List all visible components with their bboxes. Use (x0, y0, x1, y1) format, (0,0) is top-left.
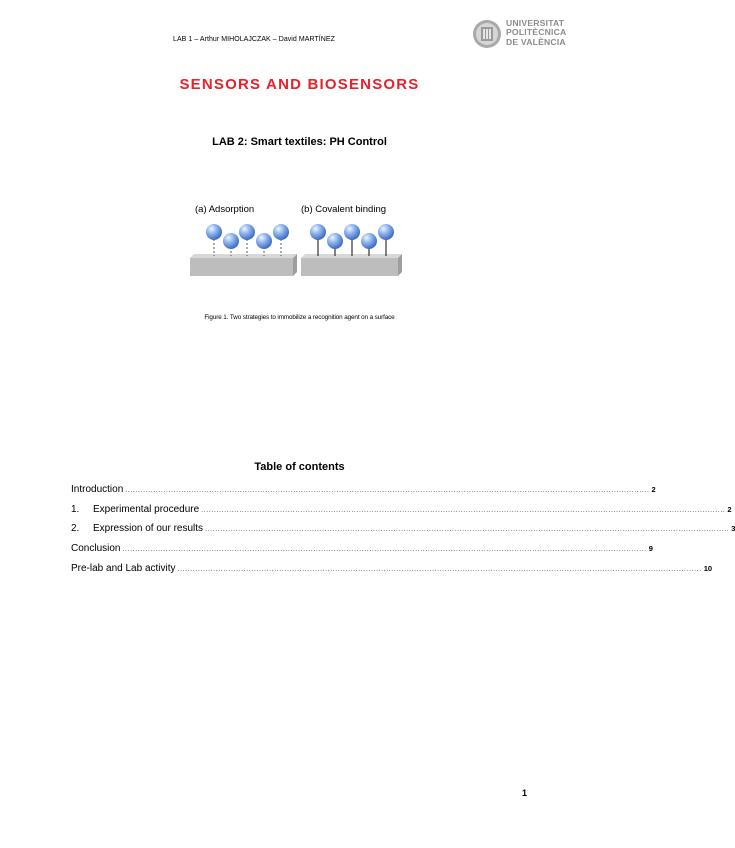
university-logo (472, 19, 582, 51)
toc-entry-label: Introduction (71, 484, 124, 495)
toc-entry-conclusion[interactable] (71, 543, 653, 557)
label-adsorption: (a) Adsorption (195, 204, 255, 215)
adsorption-spheres (206, 224, 289, 249)
toc-entry-number: 1. (71, 504, 80, 515)
adsorption-surface (190, 254, 297, 276)
toc-entry-label: Conclusion (71, 543, 121, 554)
toc-entry-label: Experimental procedure (93, 504, 200, 515)
university-seal-icon (472, 19, 502, 49)
toc-leader-dots: .............................................................................................................................................................................................................. (122, 546, 647, 553)
toc-entry-experimental-procedure[interactable] (71, 504, 732, 518)
header-authors: LAB 1 – Arthur MIHOLAJCZAK – David MARTÍNEZ (173, 36, 335, 43)
covalent-surface (301, 254, 402, 276)
document-title: SENSORS AND BIOSENSORS (179, 76, 420, 93)
toc-entry-page: 2 (727, 505, 732, 514)
toc-entry-expression-of-results[interactable] (71, 523, 735, 537)
toc-entry-label: Pre-lab and Lab activity (71, 563, 176, 574)
figure-caption: Figure 1. Two strategies to immobilize a recognition agent on a surface (204, 314, 395, 321)
page-number: 1 (522, 788, 528, 798)
toc-leader-dots: .............................................................................................................................................................................................................. (205, 526, 730, 533)
toc-title: Table of contents (254, 461, 345, 473)
toc-entry-pre-lab[interactable] (71, 563, 713, 577)
toc-entry-page: 9 (648, 544, 653, 553)
toc-entry-page: 3 (731, 524, 735, 533)
toc-entry-page: 10 (703, 564, 713, 573)
toc-entry-label: Expression of our results (93, 523, 204, 534)
toc-entry-number: 2. (71, 523, 80, 534)
university-name: UNIVERSITAT POLITÈCNICA DE VALÈNCIA (506, 18, 567, 47)
immobilization-figure (188, 196, 418, 286)
lab-subtitle: LAB 2: Smart textiles: PH Control (212, 136, 387, 148)
toc-entry-page: 2 (651, 485, 656, 494)
toc-entry-introduction[interactable] (71, 484, 656, 498)
toc-leader-dots: .............................................................................................................................................................................................................. (201, 507, 726, 514)
label-covalent-binding: (b) Covalent binding (301, 204, 387, 215)
toc-leader-dots: .............................................................................................................................................................................................................. (125, 487, 650, 494)
toc-leader-dots: .............................................................................................................................................................................................................. (177, 566, 702, 573)
